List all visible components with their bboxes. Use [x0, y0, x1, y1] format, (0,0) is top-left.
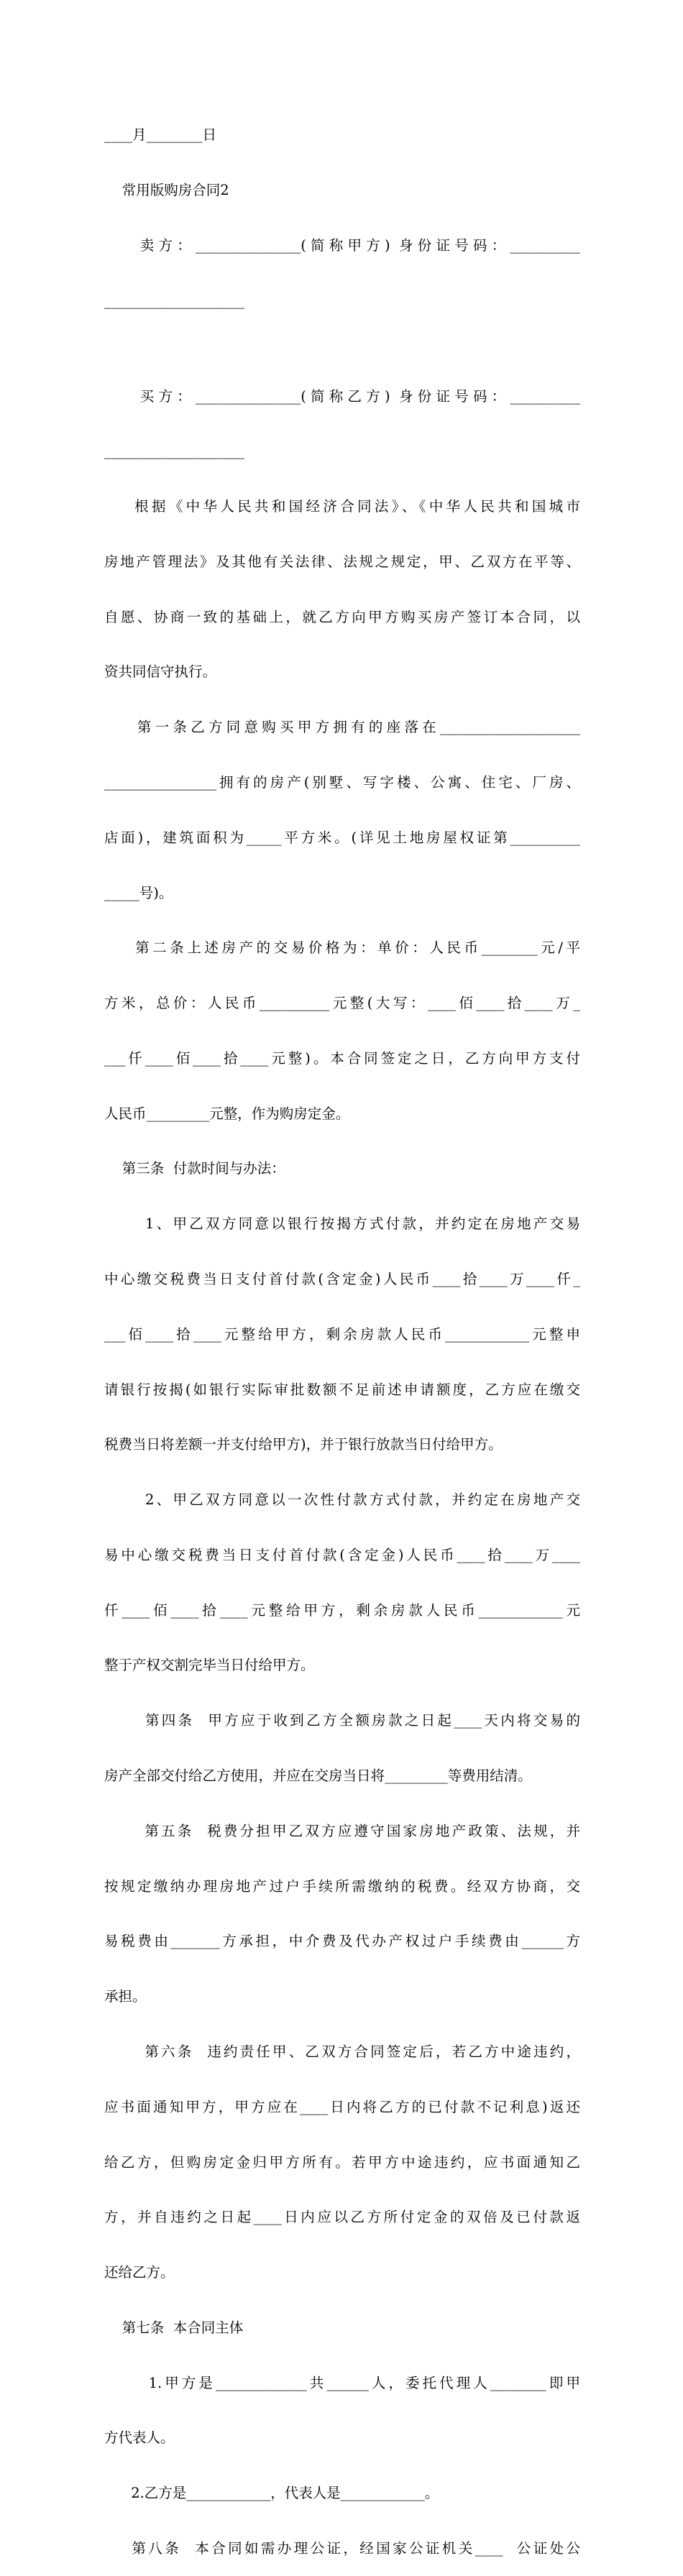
- seller-line-cont: ____________________: [104, 292, 244, 309]
- date-line: ____月________日: [104, 126, 217, 144]
- article-6-line-1: 第六条 违约责任甲、乙双方合同签定后，若乙方中途违约，: [104, 2043, 580, 2060]
- article-5-line-2: 按规定缴纳办理房地产过户手续所需缴纳的税费。经双方协商，交: [104, 1877, 580, 1895]
- article-3-item-2-line-2: 易中心缴交税费当日支付首付款(含定金)人民币____拾____万____: [104, 1546, 580, 1563]
- preamble-line-4: 资共同信守执行。: [104, 663, 217, 681]
- article-2-line-1: 第二条上述房产的交易价格为：单价：人民币________元/平: [104, 939, 580, 957]
- article-3-item-1-line-5: 税费当日将差额一并支付给甲方)，并于银行放款当日付给甲方。: [104, 1436, 503, 1453]
- contract-document: [104, 89, 580, 2576]
- article-6-line-5: 还给乙方。: [104, 2264, 175, 2281]
- article-7-heading: 第七条 本合同主体: [104, 2319, 244, 2336]
- article-3-heading: 第三条 付款时间与办法：: [104, 1160, 285, 1177]
- article-3-item-1-line-3: ___佰____拾____元整给甲方，剩余房款人民币____________元整申: [104, 1325, 580, 1343]
- article-7-item-1-line-1: 1.甲方是_____________共______人，委托代理人________即甲: [104, 2374, 580, 2391]
- article-6-line-4: 方，并自违约之日起____日内应以乙方所付定金的双倍及已付款返: [104, 2209, 580, 2226]
- article-5-line-1: 第五条 税费分担甲乙双方应遵守国家房地产政策、法规，并: [104, 1822, 580, 1839]
- preamble-line-3: 自愿、协商一致的基础上，就乙方向甲方购买房产签订本合同，以: [104, 608, 580, 625]
- article-1-line-1: 第一条乙方同意购买甲方拥有的座落在____________________: [104, 719, 580, 736]
- article-2-line-2: 方米，总价：人民币__________元整(大写：____佰____拾____万_: [104, 995, 580, 1012]
- article-2-line-4: 人民币_________元整，作为购房定金。: [104, 1105, 350, 1122]
- article-3-item-1-line-1: 1、甲乙双方同意以银行按揭方式付款，并约定在房地产交易: [104, 1215, 580, 1233]
- preamble-line-2: 房地产管理法》及其他有关法律、法规之规定，甲、乙双方在平等、: [104, 553, 580, 570]
- buyer-line-cont: ____________________: [104, 443, 244, 460]
- article-7-item-2: 2.乙方是____________，代表人是____________。: [104, 2485, 439, 2502]
- buyer-line: 买方：_______________(简称乙方) 身份证号码：__________: [104, 387, 580, 405]
- article-6-line-2: 应书面通知甲方，甲方应在____日内将乙方的已付款不记利息)返还: [104, 2098, 580, 2115]
- article-3-item-1-line-4: 请银行按揭(如银行实际审批数额不足前述申请额度，乙方应在缴交: [104, 1381, 580, 1398]
- article-5-line-4: 承担。: [104, 1988, 147, 2005]
- article-3-item-1-line-2: 中心缴交税费当日支付首付款(含定金)人民币____拾____万____仟_: [104, 1271, 580, 1287]
- blank-line: [104, 346, 580, 350]
- article-4-line-2: 房产全部交付给乙方使用，并应在交房当日将_________等费用结清。: [104, 1767, 532, 1785]
- article-3-item-2-line-4: 整于产权交割完毕当日付给甲方。: [104, 1657, 315, 1674]
- article-1-line-3: 店面)，建筑面积为_____平方米。(详见土地房屋权证第__________: [104, 829, 580, 846]
- article-3-item-2-line-3: 仟____佰____拾____元整给甲方，剩余房款人民币____________元: [104, 1601, 580, 1619]
- article-1-line-2: ________________拥有的房产(别墅、写字楼、公寓、住宅、厂房、: [104, 773, 580, 791]
- contract-title: 常用版购房合同2: [104, 181, 229, 198]
- article-2-line-3: ___仟____佰____拾____元整)。本合同签定之日，乙方向甲方支付: [104, 1049, 580, 1067]
- article-8-line-1: 第八条 本合同如需办理公证，经国家公证机关____ 公证处公: [104, 2539, 580, 2557]
- article-7-item-1-line-2: 方代表人。: [104, 2429, 175, 2447]
- article-3-item-2-line-1: 2、甲乙双方同意以一次性付款方式付款，并约定在房地产交: [104, 1491, 580, 1509]
- preamble-line-1: 根据《中华人民共和国经济合同法》、《中华人民共和国城市: [104, 498, 580, 515]
- seller-line: 卖方：_______________(简称甲方) 身份证号码：__________: [104, 236, 580, 254]
- article-6-line-3: 给乙方，但购房定金归甲方所有。若甲方中途违约，应书面通知乙: [104, 2153, 580, 2171]
- article-5-line-3: 易税费由_______方承担，中介费及代办产权过户手续费由______方: [104, 1933, 580, 1950]
- article-4-line-1: 第四条 甲方应于收到乙方全额房款之日起____天内将交易的: [104, 1712, 580, 1729]
- article-1-line-4: _____号)。: [104, 884, 173, 901]
